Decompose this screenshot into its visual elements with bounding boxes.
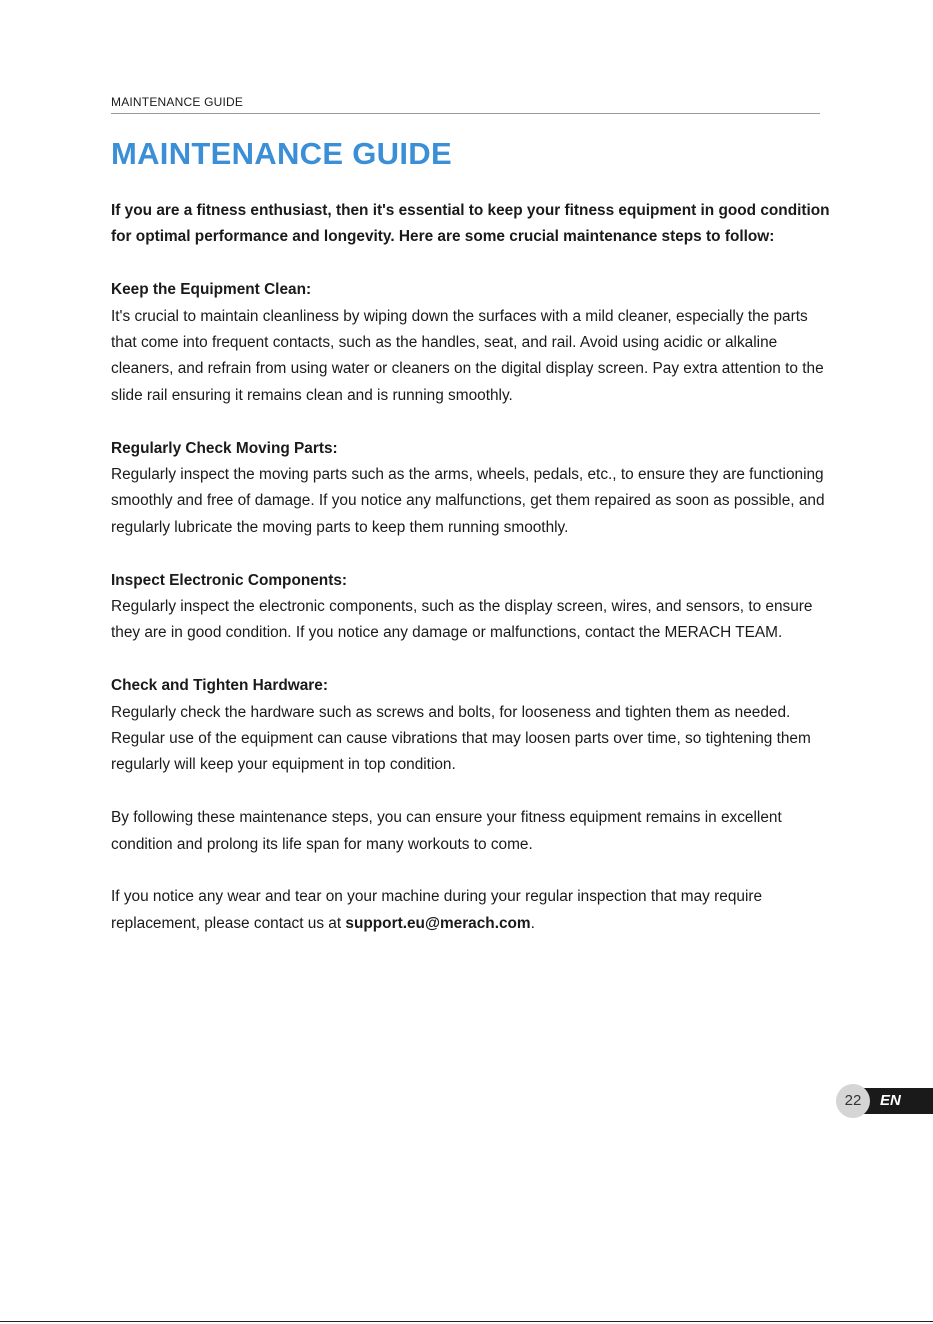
section-body: It's crucial to maintain cleanliness by wiping down the surfaces with a mild cleaner, especially the parts that come into frequent contacts, such as the handles, seat, and rail. Avoid using acidic or alkaline cleaners, and refrain from using water or cleaners on the digital display screen. Pay extra attention to the slide rail ensuring it remains clean and is running smoothly. [111,307,824,404]
section-heading: Inspect Electronic Components: [111,571,348,589]
section-heading: Check and Tighten Hardware: [111,677,328,695]
intro-paragraph: If you are a fitness enthusiast, then it's essential to keep your fitness equipment in good condition for optimal performance and longevity. Here are some crucial maintenance steps to follow: [111,202,830,246]
contact-end: . [530,914,535,932]
contact-text: If you notice any wear and tear on your machine during your regular inspection that may require replacement, please contact us at [111,888,763,932]
running-header-title: MAINTENANCE GUIDE [111,95,244,109]
page-title: MAINTENANCE GUIDE [111,136,452,171]
support-email-link[interactable]: support.eu@merach.com [345,914,531,932]
section-keep-clean [111,277,835,409]
section-heading: Keep the Equipment Clean: [111,281,312,299]
section-body: Regularly inspect the electronic components, such as the display screen, wires, and sensors, to ensure they are in good condition. If you notice any damage or malfunctions, contact the MERACH TEAM. [111,598,813,642]
contact-section [111,884,835,937]
section-hardware [111,673,835,779]
bottom-page-edge [0,1321,933,1322]
closing-section [111,805,835,858]
contact-paragraph [111,884,835,937]
section-body: Regularly check the hardware such as screws and bolts, for looseness and tighten them as needed. Regular use of the equipment can cause vibrations that may loosen parts over time, so tightening them regularly will keep your equipment in top condition. [111,703,811,774]
section-moving-parts [111,436,835,542]
language-tab: EN [853,1088,933,1114]
closing-paragraph: By following these maintenance steps, you can ensure your fitness equipment remains in excellent condition and prolong its life span for many workouts to come. [111,809,782,853]
page-badge [836,1084,933,1118]
section-heading: Regularly Check Moving Parts: [111,439,338,457]
header-divider [111,113,820,114]
page-number: 22 [836,1084,870,1118]
document-body [111,198,835,937]
section-body: Regularly inspect the moving parts such as the arms, wheels, pedals, etc., to ensure they are functioning smoothly and free of damage. If you notice any malfunctions, get them repaired as soon as possible, and regularly lubricate the moving parts to keep them running smoothly. [111,466,825,536]
section-electronic-components [111,568,835,647]
